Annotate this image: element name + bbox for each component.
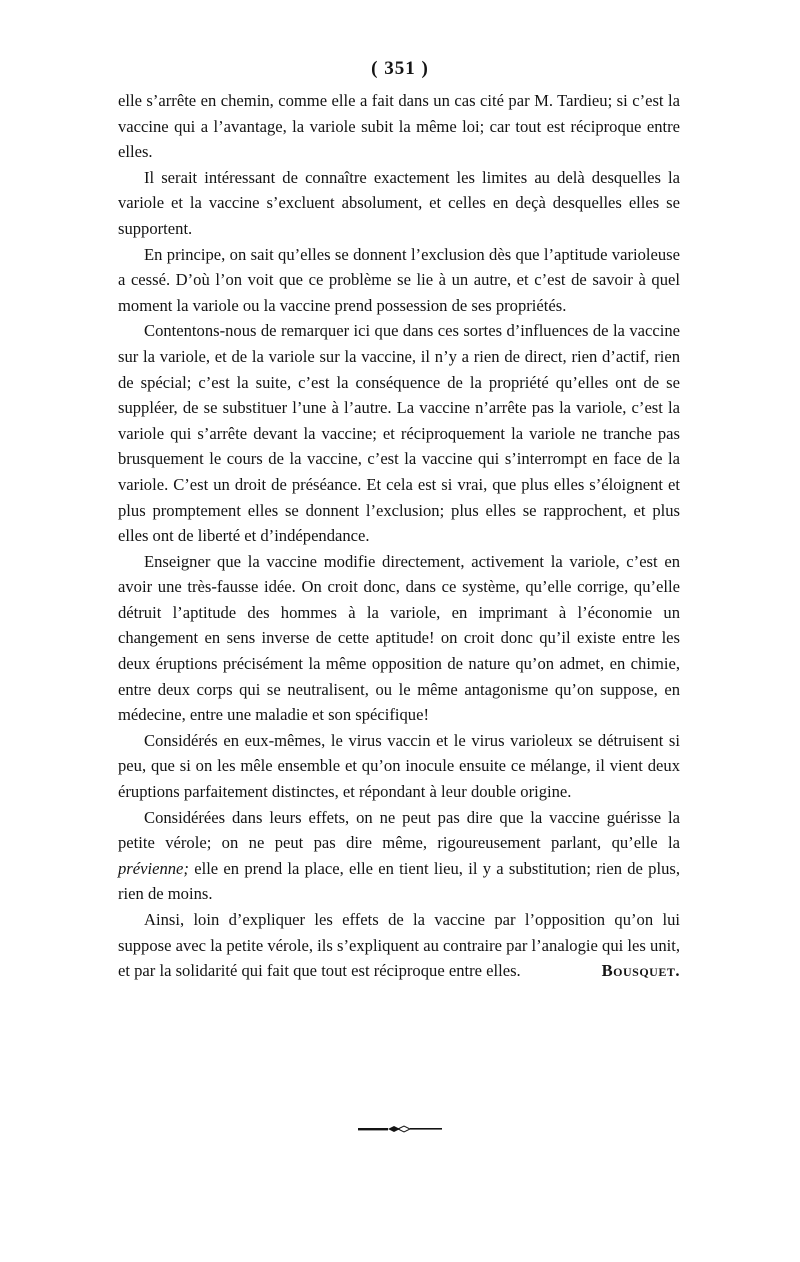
paragraph-1: elle s’arrête en chemin, comme elle a fait dans un cas cité par M. Tardieu; si c’est la vaccine qui a l’avantage, la variole subit la même loi; car tout est réciproque entre elles. — [118, 91, 680, 162]
paragraph-7-end: elle en prend la place, elle en tient lieu, il y a substitution; rien de plus, rien de moins. — [118, 858, 680, 904]
page-number: ( 351 ) — [371, 58, 429, 79]
closing-paragraph — [118, 907, 680, 984]
paragraph-7-start: Considérées dans leurs effets, on ne peut pas dire que la vaccine guérisse la petite vérole; on ne peut pas dire même, rigoureusement parlant, qu’elle la — [118, 807, 680, 853]
paragraph-4: Contentons-nous de remarquer ici que dans ces sortes d’influences de la vaccine sur la variole, et de la variole sur la vaccine, il n’y a rien de direct, rien d’actif, rien de spécial; c’est la suite, c’est la conséquence de la propriété qu’elles ont de se suppléer, de se substituer l’une à l’autre. La vaccine n’arrête pas la variole, c’est la variole qui s’arrête devant la vaccine; et réciproquement la variole ne tranche pas brusquement le cours de la vaccine, c’est la vaccine qui s’interrompt en face de la variole. C’est un droit de préséance. Et cela est si vrai, que plus elles s’éloignent et plus promptement elles se donnent l’exclusion; plus elles se rapprochent, et plus elles ont de liberté et d’indépendance. — [118, 321, 680, 546]
paragraph-5: Enseigner que la vaccine modifie directement, activement la variole, c’est en avoir une très-fausse idée. On croit donc, dans ce système, qu’elle corrige, qu’elle détruit l’aptitude des hommes à la variole, en imprimant à l’économie un changement en sens inverse de cette aptitude! on croit donc qu’il existe entre les deux éruptions précisément la même opposition de nature qu’on admet, en chimie, entre deux corps qui se neutralisent, ou le même antagonisme qu’on suppose, en médecine, entre une maladie et son spécifique! — [118, 551, 680, 725]
paragraph-3: En principe, on sait qu’elles se donnent l’exclusion dès que l’aptitude varioleuse a cessé. D’où l’on voit que ce problème se lie à un autre, et c’est de savoir à quel moment la variole ou la vaccine prend possession de ses propriétés. — [118, 244, 680, 315]
closing-text: Ainsi, loin d’expliquer les effets de la vaccine par l’opposition qu’on lui suppose avec la petite vérole, ils s’expliquent au contraire par l’analogie qui les unit, et par la solidarité qui fait que tout est réciproque entre elles. — [118, 910, 680, 981]
author-signature: Bousquet. — [601, 961, 680, 981]
paragraph-7 — [118, 805, 680, 907]
paragraph-6: Considérés en eux-mêmes, le virus vaccin et le virus varioleux se détruisent si peu, que si on les mêle ensemble et qu’on inocule ensuite ce mélange, il vient deux éruptions parfaitement distinctes, et répondant à leur double origine. — [118, 730, 680, 802]
body-text — [118, 88, 680, 984]
paragraph-2: Il serait intéressant de connaître exactement les limites au delà desquelles la variole et la vaccine s’excluent absolument, et celles en deçà desquelles elles se supportent. — [118, 167, 680, 238]
line-ornament-icon — [0, 1125, 800, 1133]
emphasized-word: prévienne; — [118, 858, 189, 878]
ornament-svg — [358, 1125, 442, 1133]
